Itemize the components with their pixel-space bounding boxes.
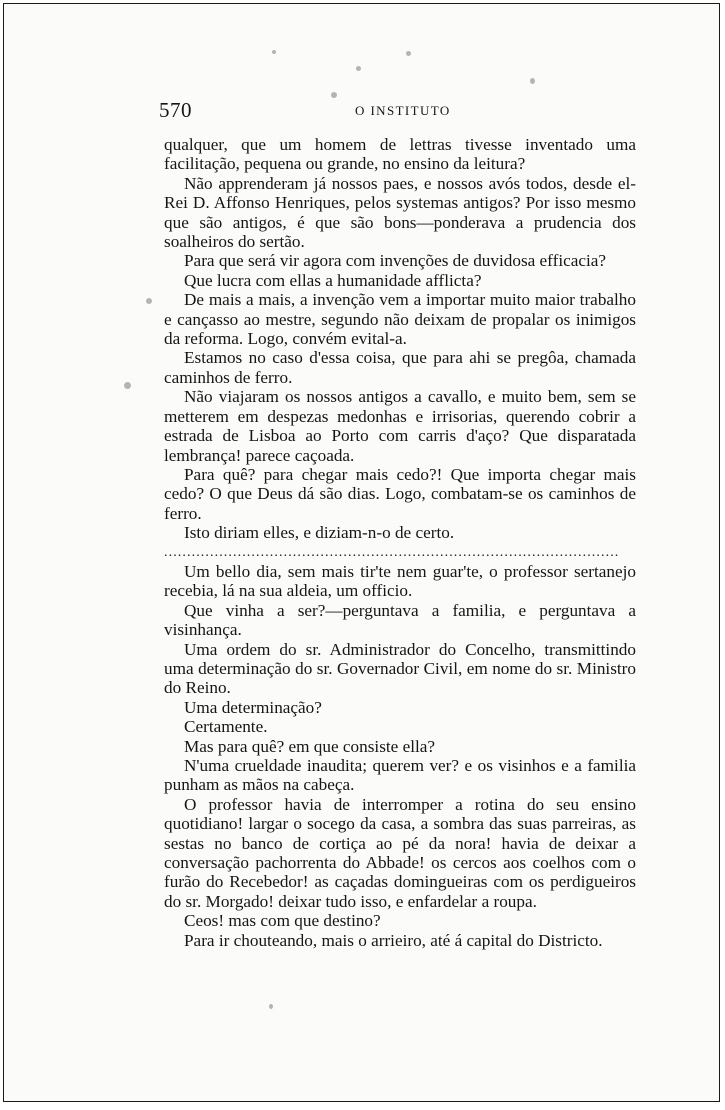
paragraph: Ceos! mas com que destino?: [184, 911, 381, 931]
paragraph: Uma ordem do sr. Administrador do Concelho, transmittindo uma determinação do sr. Governador Civil, em nome do sr. Ministro do Reino.: [164, 639, 636, 698]
page-number: 570: [159, 98, 192, 122]
paragraph: qualquer, que um homem de lettras tivesse inventado uma facilitação, pequena ou grande, no ensino da leitura?: [164, 135, 636, 174]
ink-speck: [356, 66, 361, 71]
paragraph: Para quê? para chegar mais cedo?! Que importa chegar mais cedo? O que Deus dá são dias. Logo, combatam-se os caminhos de ferro.: [164, 464, 636, 523]
page-header: [159, 98, 634, 122]
paragraph: Não viajaram os nossos antigos a cavallo, e muito bem, sem se metterem em despezas medonhas e irrisorias, querendo cobrir a estrada de Lisboa ao Porto com carris d'aço? Que disparatada lembrança! parece caçoada.: [164, 387, 636, 465]
paragraph: Para que será vir agora com invenções de duvidosa efficacia?: [184, 251, 607, 271]
paragraph: Estamos no caso d'essa coisa, que para ahi se pregôa, chamada caminhos de ferro.: [164, 348, 636, 387]
paragraph: Um bello dia, sem mais tir'te nem guar'te, o professor sertanejo recebia, lá na sua aldeia, um officio.: [164, 561, 636, 601]
paragraph: De mais a mais, a invenção vem a importar muito maior trabalho e cançasso ao mestre, segundo não deixam de propalar os inimigos da reforma. Logo, convém evital-a.: [164, 290, 636, 349]
paragraph: Certamente.: [184, 717, 268, 737]
paragraph: O professor havia de interromper a rotina do seu ensino quotidiano! largar o socego da casa, a sombra das suas parreiras, as sestas no banco de cortiça ao pé da nora! havia de deixar a conversação pachorrenta do Abbade! os cercos aos coelhos com o furão do Recebedor! as caçadas domingueiras com os perdigueiros do sr. Morgado! deixar tudo isso, e enfardelar a roupa.: [164, 794, 636, 911]
ink-speck: [146, 298, 152, 304]
paragraph: Mas para quê? em que consiste ella?: [184, 736, 436, 756]
paragraph: Que lucra com ellas a humanidade afflicta?: [184, 270, 482, 290]
ink-speck: [124, 382, 131, 389]
ink-speck: [272, 50, 276, 54]
book-page: [3, 3, 720, 1102]
ink-speck: [406, 51, 411, 56]
ink-speck: [530, 78, 535, 84]
body-text: [164, 135, 636, 950]
ink-speck: [269, 1004, 273, 1009]
running-head: O INSTITUTO: [355, 103, 451, 118]
paragraph: Para ir chouteando, mais o arrieiro, até á capital do Districto.: [184, 930, 603, 950]
paragraph: Que vinha a ser?—perguntava a familia, e perguntava a visinhança.: [164, 600, 636, 640]
paragraph: Uma determinação?: [184, 697, 322, 717]
paragraph: Não apprenderam já nossos paes, e nossos avós todos, desde el-Rei D. Affonso Henriques, pelos systemas antigos? Por isso mesmo que são antigos, é que são bons—ponderava a prudencia dos soalheiros do sertão.: [164, 173, 636, 252]
paragraph: N'uma crueldade inaudita; querem ver? e os visinhos e a familia punham as mãos na cabeça.: [164, 755, 636, 795]
paragraph: Isto diriam elles, e diziam-n-o de certo.: [184, 523, 455, 543]
section-separator: ...................................................................................................: [164, 544, 620, 560]
